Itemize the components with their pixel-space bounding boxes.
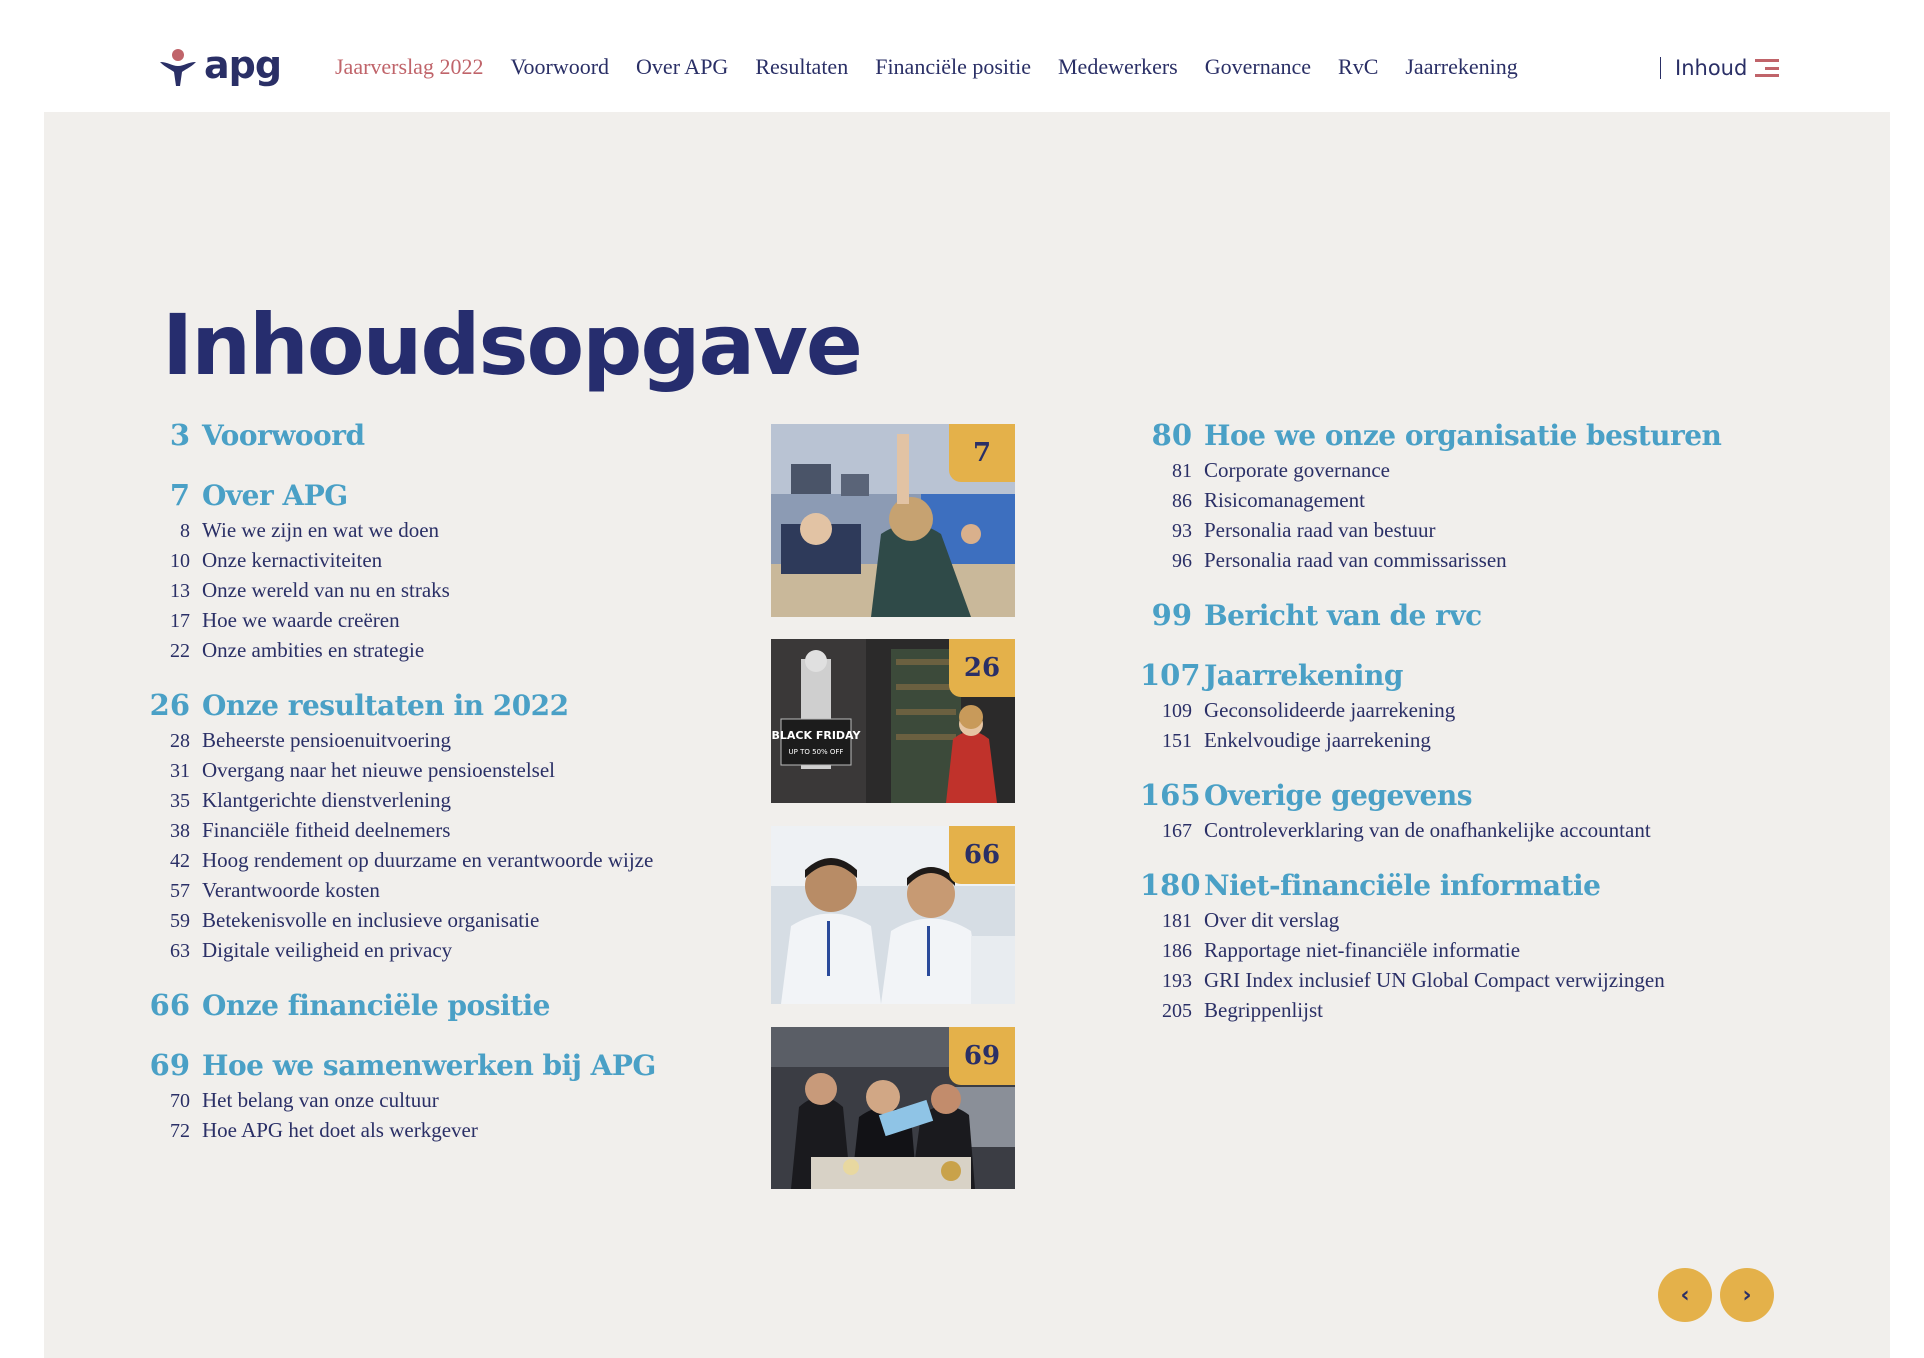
subitem-title[interactable]: Financiële fitheid deelnemers [202,818,451,842]
toc-section [140,688,740,968]
subitem-page-number: 205 [1162,1000,1192,1022]
section-title-link[interactable]: Jaarrekening [1204,659,1403,692]
nav-medewerkers[interactable]: Medewerkers [1058,54,1178,79]
toc-subitem[interactable] [140,1088,740,1118]
nav-over-apg[interactable]: Over APG [636,54,729,79]
toc-right-column [1140,418,1780,1048]
toc-section-heading[interactable] [1140,598,1780,638]
apg-logo[interactable] [158,43,282,90]
toc-section-heading[interactable] [140,478,740,518]
nav-rvc[interactable]: RvC [1338,54,1379,79]
main-nav [335,54,1545,80]
toc-subitem[interactable] [140,728,740,758]
subitem-title[interactable]: Geconsolideerde jaarrekening [1204,698,1456,722]
shop-sign-line-1: BLACK FRIDAY [771,729,861,742]
divider [1660,57,1661,79]
toc-subitem[interactable] [1140,548,1780,578]
nav-financiele-positie[interactable]: Financiële positie [875,54,1031,79]
toc-subitem[interactable] [140,818,740,848]
toc-left-column [140,418,740,1168]
subitem-title[interactable]: Hoe APG het doet als werkgever [202,1118,478,1142]
nav-resultaten[interactable]: Resultaten [755,54,849,79]
thumbnail-financiele-positie[interactable] [771,826,1015,1004]
thumbnail-samenwerken[interactable] [771,1027,1015,1189]
subitem-page-number: 86 [1172,490,1192,512]
page-title: Inhoudsopgave [162,296,861,394]
section-title-link[interactable]: Niet-financiële informatie [1204,869,1601,902]
subitem-page-number: 96 [1172,550,1192,572]
subitem-page-number: 35 [170,790,190,812]
subitem-title[interactable]: Controleverklaring van de onafhankelijke accountant [1204,818,1651,842]
toc-subitem[interactable] [140,638,740,668]
subitem-title[interactable]: Overgang naar het nieuwe pensioenstelsel [202,758,555,782]
subitem-title[interactable]: Verantwoorde kosten [202,878,380,902]
toc-subitem[interactable] [140,548,740,578]
thumbnail-resultaten[interactable] [771,639,1015,803]
section-page-number: 180 [1140,868,1201,902]
subitem-title[interactable]: Rapportage niet-financiële informatie [1204,938,1521,962]
thumbnail-badge: 26 [949,639,1015,697]
toc-section [140,418,740,458]
toc-section-heading[interactable] [140,1048,740,1088]
section-title-link[interactable]: Onze financiële positie [202,989,550,1022]
section-title-link[interactable]: Hoe we onze organisatie besturen [1204,419,1722,452]
subitem-title[interactable]: Klantgerichte dienstverlening [202,788,451,812]
contents-label: Inhoud [1675,56,1748,80]
section-title-link[interactable]: Over APG [202,479,348,512]
subitem-page-number: 31 [170,760,190,782]
section-page-number: 165 [1140,778,1201,812]
subitem-title[interactable]: GRI Index inclusief UN Global Compact verwijzingen [1204,968,1665,992]
subitem-title[interactable]: Personalia raad van bestuur [1204,518,1436,542]
nav-voorwoord[interactable]: Voorwoord [510,54,610,79]
toc-section-heading[interactable] [140,418,740,458]
subitem-page-number: 63 [170,940,190,962]
nav-jaarverslag-2022[interactable]: Jaarverslag 2022 [335,54,484,79]
subitem-page-number: 38 [170,820,190,842]
thumbnail-badge: 66 [949,826,1015,884]
subitem-page-number: 193 [1162,970,1192,992]
subitem-page-number: 72 [170,1120,190,1142]
section-page-number: 107 [1140,658,1201,692]
subitem-title[interactable]: Hoe we waarde creëren [202,608,400,632]
section-page-number: 3 [169,418,190,452]
subitem-title[interactable]: Begrippenlijst [1204,998,1323,1022]
toc-section-heading[interactable] [1140,778,1780,818]
logo-text: apg [204,43,282,87]
subitem-title[interactable]: Enkelvoudige jaarrekening [1204,728,1431,752]
toc-subitem[interactable] [140,938,740,968]
toc-subitem[interactable] [1140,998,1780,1028]
subitem-title[interactable]: Betekenisvolle en inclusieve organisatie [202,908,540,932]
toc-section [140,988,740,1028]
subitem-page-number: 17 [170,610,190,632]
toc-subitem[interactable] [1140,818,1780,848]
subitem-page-number: 42 [170,850,190,872]
toc-section [140,478,740,668]
subitem-page-number: 8 [180,520,190,542]
toc-subitem[interactable] [140,608,740,638]
nav-jaarrekening[interactable]: Jaarrekening [1405,54,1518,79]
section-page-number: 80 [1151,418,1192,452]
next-page-button[interactable]: › [1720,1268,1774,1322]
subitem-title[interactable]: Onze wereld van nu en straks [202,578,450,602]
section-page-number: 7 [169,478,190,512]
subitem-title[interactable]: Wie we zijn en wat we doen [202,518,440,542]
toc-section-heading[interactable] [1140,658,1780,698]
thumbnail-badge: 69 [949,1027,1015,1085]
subitem-page-number: 10 [170,550,190,572]
subitem-page-number: 167 [1162,820,1192,842]
section-page-number: 69 [149,1048,190,1082]
toc-subitem[interactable] [1140,698,1780,728]
section-title-link[interactable]: Bericht van de rvc [1204,599,1482,632]
apg-figure-icon [158,48,198,88]
subitem-title[interactable]: Risicomanagement [1204,488,1365,512]
subitem-page-number: 28 [170,730,190,752]
subitem-title[interactable]: Personalia raad van commissarissen [1204,548,1507,572]
section-title-link[interactable]: Onze resultaten in 2022 [202,689,569,722]
section-page-number: 66 [149,988,190,1022]
subitem-page-number: 59 [170,910,190,932]
section-title-link[interactable]: Overige gegevens [1204,779,1472,812]
toc-subitem[interactable] [140,908,740,938]
toc-subitem[interactable] [140,518,740,548]
toc-section [1140,658,1780,758]
toc-subitem[interactable] [1140,968,1780,998]
shop-sign-line-2: UP TO 50% OFF [788,748,844,756]
subitem-title[interactable]: Onze ambities en strategie [202,638,425,662]
subitem-page-number: 151 [1162,730,1192,752]
toc-section-heading[interactable] [1140,418,1780,458]
toc-subitem[interactable] [1140,518,1780,548]
toc-section [1140,598,1780,638]
subitem-page-number: 93 [1172,520,1192,542]
subitem-page-number: 81 [1172,460,1192,482]
subitem-title[interactable]: Over dit verslag [1204,908,1340,932]
nav-governance[interactable]: Governance [1204,54,1312,79]
subitem-page-number: 186 [1162,940,1192,962]
top-header [0,0,1924,112]
section-page-number: 99 [1151,598,1192,632]
subitem-page-number: 22 [170,640,190,662]
subitem-title[interactable]: Digitale veiligheid en privacy [202,938,453,962]
subitem-page-number: 109 [1162,700,1192,722]
section-page-number: 26 [149,688,190,722]
toc-subitem[interactable] [1140,458,1780,488]
toc-section-heading[interactable] [140,988,740,1028]
previous-page-button[interactable]: ‹ [1658,1268,1712,1322]
toc-subitem[interactable] [140,578,740,608]
toc-subitem[interactable] [140,878,740,908]
subitem-page-number: 181 [1162,910,1192,932]
subitem-page-number: 13 [170,580,190,602]
subitem-title[interactable]: Hoog rendement op duurzame en verantwoorde wijze [202,848,654,872]
subitem-page-number: 70 [170,1090,190,1112]
subitem-page-number: 57 [170,880,190,902]
toc-subitem[interactable] [140,848,740,878]
subitem-title[interactable]: Onze kernactiviteiten [202,548,383,572]
subitem-title[interactable]: Corporate governance [1204,458,1390,482]
thumbnail-over-apg[interactable] [771,424,1015,617]
toc-subitem[interactable] [1140,938,1780,968]
toc-section-heading[interactable] [1140,868,1780,908]
menu-icon [1755,59,1779,77]
toc-section [1140,778,1780,848]
subitem-title[interactable]: Het belang van onze cultuur [202,1088,439,1112]
toc-subitem[interactable] [1140,728,1780,758]
toc-section [1140,868,1780,1028]
contents-menu-button[interactable] [1660,56,1779,80]
toc-subitem[interactable] [140,788,740,818]
subitem-title[interactable]: Beheerste pensioenuitvoering [202,728,452,752]
toc-subitem[interactable] [140,1118,740,1148]
section-title-link[interactable]: Hoe we samenwerken bij APG [202,1049,656,1082]
toc-section [140,1048,740,1148]
toc-subitem[interactable] [140,758,740,788]
toc-subitem[interactable] [1140,908,1780,938]
toc-section [1140,418,1780,578]
section-title-link[interactable]: Voorwoord [202,419,365,452]
toc-subitem[interactable] [1140,488,1780,518]
toc-section-heading[interactable] [140,688,740,728]
thumbnail-badge: 7 [949,424,1015,482]
